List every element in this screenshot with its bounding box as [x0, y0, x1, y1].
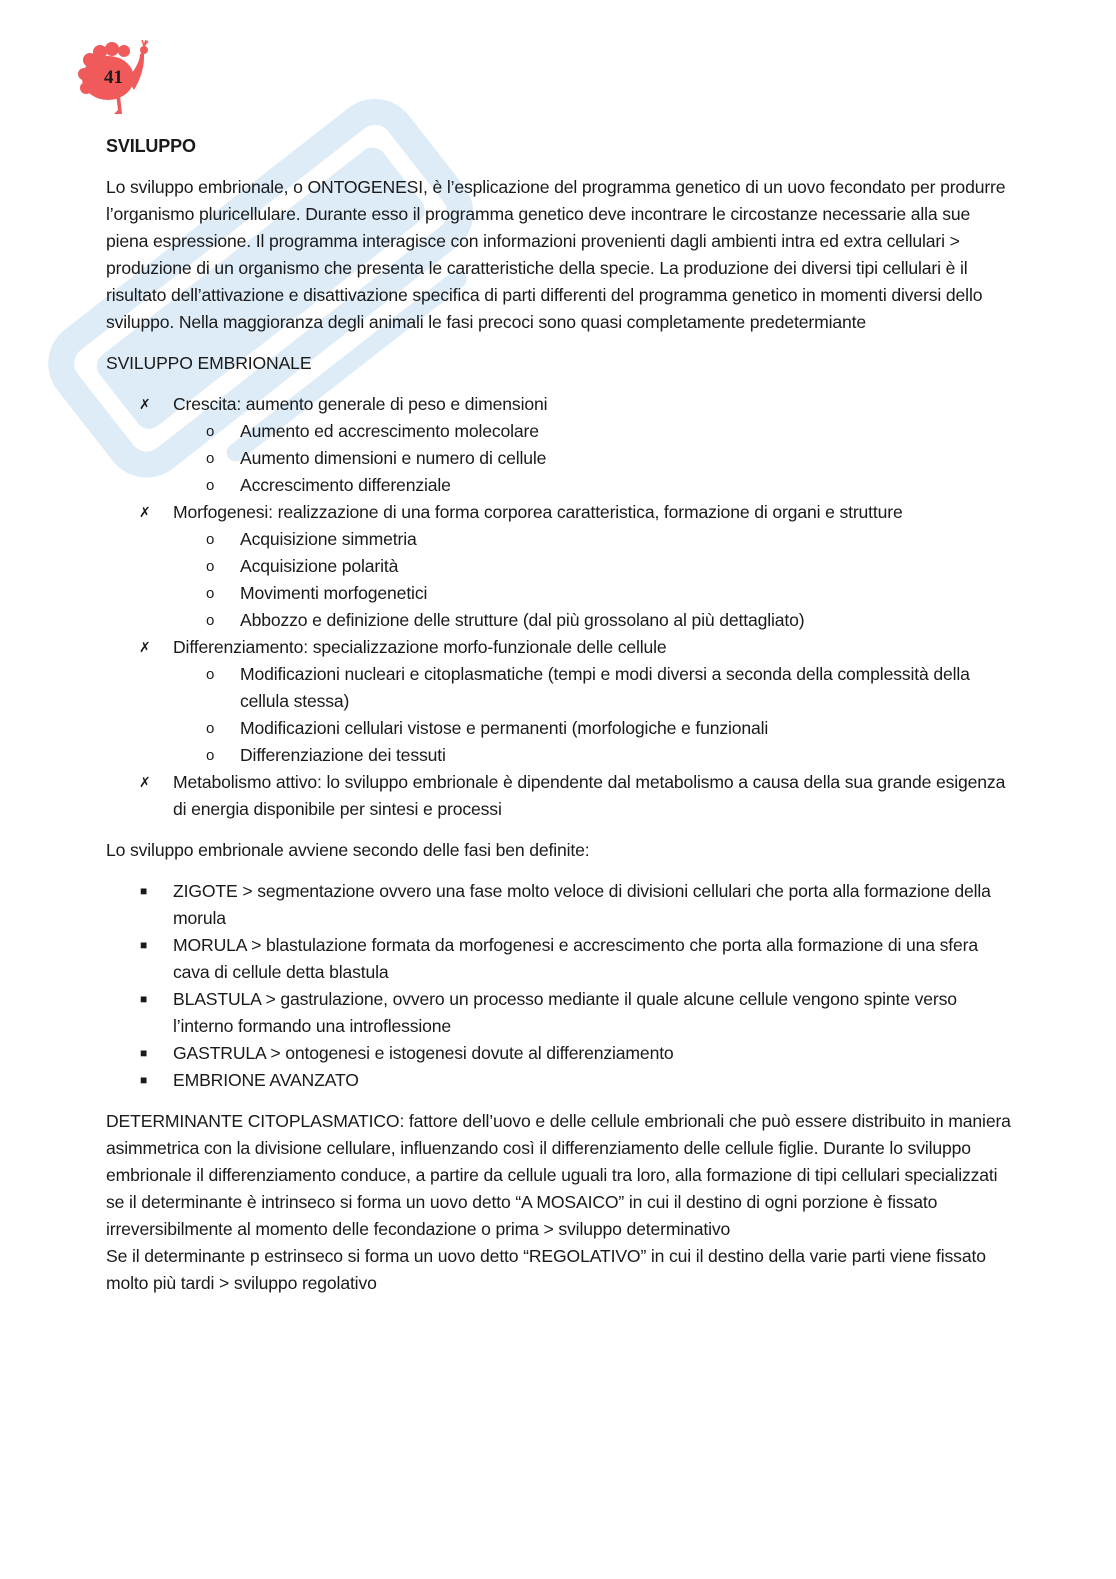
- circle-bullet-icon: o: [206, 612, 215, 629]
- page-number: 41: [104, 67, 123, 88]
- circle-bullet-icon: o: [206, 585, 215, 602]
- determinant-section: [106, 1108, 1011, 1297]
- sub-item: o Differenziazione dei tessuti: [106, 742, 1011, 769]
- intro-paragraph: Lo sviluppo embrionale, o ONTOGENESI, è l’esplicazione del programma genetico di un uovo fecondato per produrre l’organismo pluricellulare. Durante esso il programma genetico deve incontrare le circostanze necessarie alla sue piena espressione. Il programma interagisce con informazioni provenienti dagli ambienti intra ed extra cellulari > produzione di un organismo che presenta le caratteristiche della specie. La produzione dei diversi tipi cellulari è il risultato dell’attivazione e disattivazione specifica di parti differenti del programma genetico in momenti diversi dello sviluppo. Nella maggioranza degli animali le fasi precoci sono quasi completamente predetermiante: [106, 177, 1006, 332]
- sub-item: o Modificazioni nucleari e citoplasmatiche (tempi e modi diversi a seconda della complessità della cellula stessa): [106, 661, 1011, 715]
- feature-item: ✗ Differenziamento: specializzazione morfo-funzionale delle cellule o Modificazioni nucleari e citoplasmatiche (tempi e modi diversi a seconda della complessità della cellula stessa) o Modificazioni cellulari vistose e permanenti (morfologiche e funzionali o Differenziazione dei tessuti: [106, 634, 1011, 769]
- phase-item: ■ GASTRULA > ontogenesi e istogenesi dovute al differenziamento: [106, 1040, 1011, 1067]
- sub-item: o Modificazioni cellulari vistose e permanenti (morfologiche e funzionali: [106, 715, 1011, 742]
- page-title: SVILUPPO: [106, 136, 196, 156]
- feature-sub-list: [173, 661, 1011, 769]
- circle-bullet-icon: o: [206, 747, 215, 764]
- square-bullet-icon: ■: [140, 992, 148, 1006]
- phase-item: ■ EMBRIONE AVANZATO: [106, 1067, 1011, 1094]
- sub-item: o Movimenti morfogenetici: [106, 580, 1011, 607]
- sub-item: o Aumento dimensioni e numero di cellule: [106, 445, 1011, 472]
- sub-item: o Accrescimento differenziale: [106, 472, 1011, 499]
- sub-item: o Acquisizione simmetria: [106, 526, 1011, 553]
- section-heading: SVILUPPO EMBRIONALE: [106, 353, 312, 373]
- square-bullet-icon: ■: [140, 1046, 148, 1060]
- circle-bullet-icon: o: [206, 477, 215, 494]
- determinant-definition: DETERMINANTE CITOPLASMATICO: fattore dell’uovo e delle cellule embrionali che può essere distribuito in maniera asimmetrica con la divisione cellulare, influenzando così il differenziamento delle cellule figlie. Durante lo sviluppo embrionale il differenziamento conduce, a partire da cellule uguali tra loro, alla formazione di tipi cellulari specializzati: [106, 1111, 1011, 1185]
- circle-bullet-icon: o: [206, 450, 215, 467]
- square-bullet-icon: ■: [140, 938, 148, 952]
- cross-bullet-icon: ✗: [139, 504, 151, 520]
- circle-bullet-icon: o: [206, 720, 215, 737]
- document-body: [106, 133, 1011, 1297]
- features-list: [106, 391, 1011, 823]
- mosaic-egg-paragraph: se il determinante è intrinseco si forma un uovo detto “A MOSAICO” in cui il destino di ogni porzione è fissato irreversibilmente al momento delle fecondazione o prima > sviluppo determinativo: [106, 1192, 938, 1239]
- circle-bullet-icon: o: [206, 558, 215, 575]
- circle-bullet-icon: o: [206, 666, 215, 683]
- feature-sub-list: [173, 526, 1011, 634]
- sub-item: o Acquisizione polarità: [106, 553, 1011, 580]
- circle-bullet-icon: o: [206, 423, 215, 440]
- phase-item: ■ BLASTULA > gastrulazione, ovvero un processo mediante il quale alcune cellule vengono spinte verso l’interno formando una introflessione: [106, 986, 1011, 1040]
- square-bullet-icon: ■: [140, 884, 148, 898]
- cross-bullet-icon: ✗: [139, 639, 151, 655]
- feature-sub-list: [173, 418, 1011, 499]
- square-bullet-icon: ■: [140, 1073, 148, 1087]
- feature-item: ✗ Metabolismo attivo: lo sviluppo embrionale è dipendente dal metabolismo a causa della sua grande esigenza di energia disponibile per sintesi e processi: [106, 769, 1011, 823]
- cross-bullet-icon: ✗: [139, 774, 151, 790]
- sub-item: o Abbozzo e definizione delle strutture (dal più grossolano al più dettagliato): [106, 607, 1011, 634]
- feature-item: ✗ Morfogenesi: realizzazione di una forma corporea caratteristica, formazione di organi e strutture o Acquisizione simmetria o Acquisizione polarità o Movimenti morfogenetici o Abbozzo e definizione delle strutture (dal più grossolano al più dettagliato): [106, 499, 1011, 634]
- phase-item: ■ ZIGOTE > segmentazione ovvero una fase molto veloce di divisioni cellulari che porta alla formazione della morula: [106, 878, 1011, 932]
- phases-intro: Lo sviluppo embrionale avviene secondo delle fasi ben definite:: [106, 840, 590, 860]
- cross-bullet-icon: ✗: [139, 396, 151, 412]
- regulative-egg-paragraph: Se il determinante p estrinseco si forma un uovo detto “REGOLATIVO” in cui il destino della varie parti viene fissato molto più tardi > sviluppo regolativo: [106, 1246, 986, 1293]
- phases-list: [106, 878, 1011, 1094]
- sub-item: o Aumento ed accrescimento molecolare: [106, 418, 1011, 445]
- feature-item: ✗ Crescita: aumento generale di peso e dimensioni o Aumento ed accrescimento molecolare o Aumento dimensioni e numero di cellule o Accrescimento differenziale: [106, 391, 1011, 499]
- circle-bullet-icon: o: [206, 531, 215, 548]
- phase-item: ■ MORULA > blastulazione formata da morfogenesi e accrescimento che porta alla formazione di una sfera cava di cellule detta blastula: [106, 932, 1011, 986]
